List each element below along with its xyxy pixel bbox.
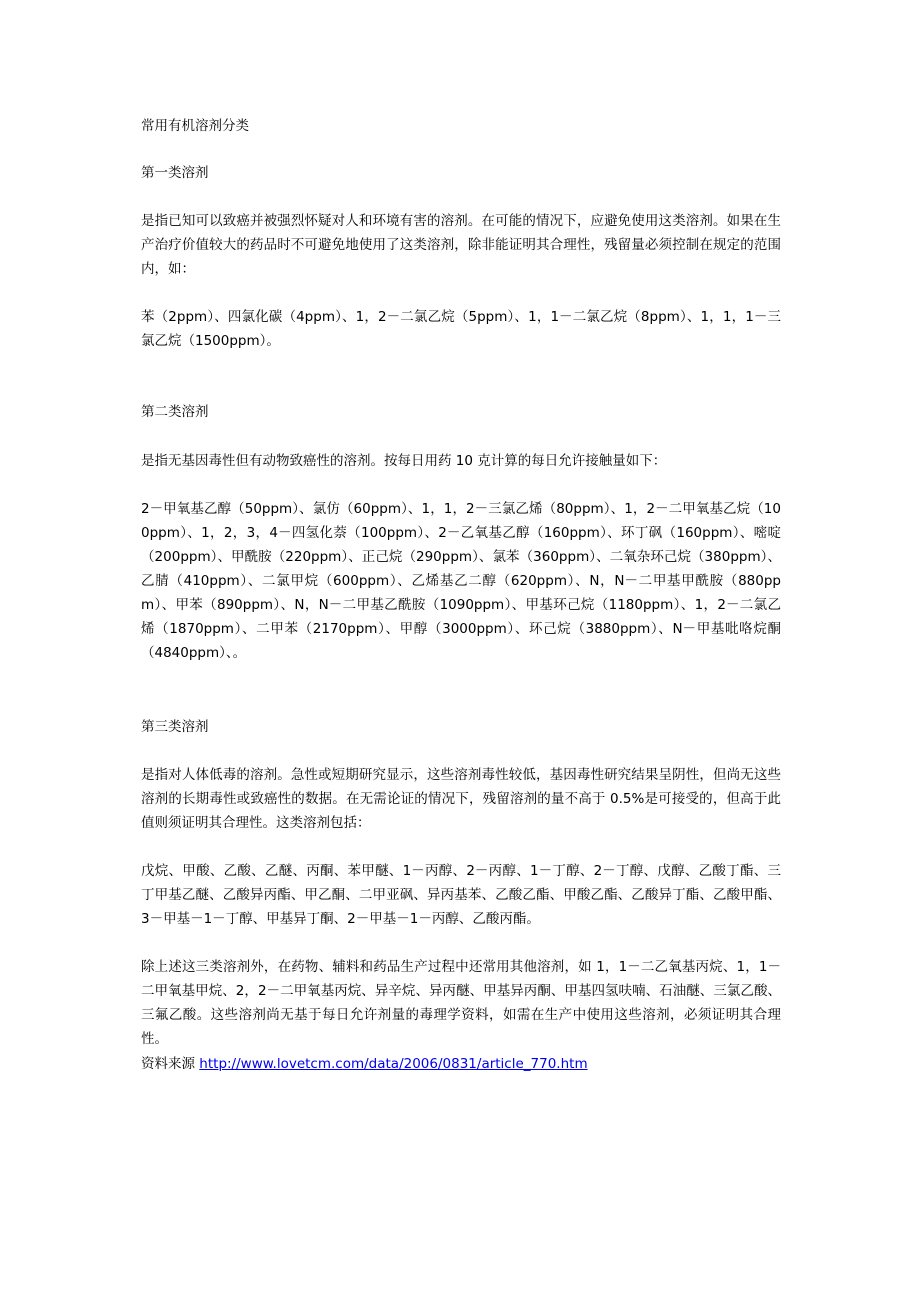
class3-heading: 第三类溶剂: [141, 719, 209, 735]
class2-description: 是指无基因毒性但有动物致癌性的溶剂。按每日用药 10 克计算的每日允许接触量如下：: [141, 453, 667, 469]
class1-heading: 第一类溶剂: [141, 165, 209, 181]
class2-examples: 2－甲氧基乙醇（50ppm）、氯仿（60ppm）、1，1，2－三氯乙烯（80ppm）、1，2－二甲氧基乙烷（100ppm）、1，2，3，4－四氢化萘（100ppm）、2－乙氧基乙醇（160ppm）、环丁砜（160ppm）、嘧啶（200ppm）、甲酰胺（220ppm）、正己烷（290ppm）、氯苯（360ppm）、二氧杂环己烷（380ppm）、乙腈（410ppm）、二氯甲烷（600ppm）、乙烯基乙二醇（620ppm）、N，N－二甲基甲酰胺（880ppm）、甲苯（890ppm）、N，N－二甲基乙酰胺（1090ppm）、甲基环己烷（1180ppm）、1，2－二氯乙烯（1870ppm）、二甲苯（2170ppm）、甲醇（3000ppm）、环己烷（3880ppm）、N－甲基吡咯烷酮（4840ppm）、。: [141, 501, 781, 661]
source-link[interactable]: http://www.lovetcm.com/data/2006/0831/article_770.htm: [199, 1056, 588, 1072]
class3-description: 是指对人体低毒的溶剂。急性或短期研究显示，这些溶剂毒性较低，基因毒性研究结果呈阴性，但尚无这些溶剂的长期毒性或致癌性的数据。在无需论证的情况下，残留溶剂的量不高于 0.5%是可接受的，但高于此值则须证明其合理性。这类溶剂包括：: [141, 767, 781, 831]
class3-examples: 戊烷、甲酸、乙酸、乙醚、丙酮、苯甲醚、1－丙醇、2－丙醇、1－丁醇、2－丁醇、戊醇、乙酸丁酯、三丁甲基乙醚、乙酸异丙酯、甲乙酮、二甲亚砜、异丙基苯、乙酸乙酯、甲酸乙酯、乙酸异丁酯、乙酸甲酯、3－甲基－1－丁醇、甲基异丁酮、2－甲基－1－丙醇、乙酸丙酯。: [141, 863, 781, 927]
class2-heading: 第二类溶剂: [141, 404, 209, 420]
source-line: [141, 1052, 781, 1076]
class1-description: 是指已知可以致癌并被强烈怀疑对人和环境有害的溶剂。在可能的情况下，应避免使用这类溶剂。如果在生产治疗价值较大的药品时不可避免地使用了这类溶剂，除非能证明其合理性，残留量必须控制在规定的范围内，如：: [141, 213, 781, 277]
class1-examples: 苯（2ppm）、四氯化碳（4ppm）、1，2－二氯乙烷（5ppm）、1，1－二氯乙烷（8ppm）、1，1，1－三氯乙烷（1500ppm）。: [141, 309, 781, 349]
other-solvents-paragraph: 除上述这三类溶剂外，在药物、辅料和药品生产过程中还常用其他溶剂，如 1，1－二乙氧基丙烷、1，1－二甲氧基甲烷、2，2－二甲氧基丙烷、异辛烷、异丙醚、甲基异丙酮、甲基四氢呋喃、石油醚、三氯乙酸、三氟乙酸。这些溶剂尚无基于每日允许剂量的毒理学资料，如需在生产中使用这些溶剂，必须证明其合理性。: [141, 959, 781, 1047]
document-title: 常用有机溶剂分类: [141, 118, 249, 134]
source-label: 资料来源: [141, 1056, 200, 1072]
